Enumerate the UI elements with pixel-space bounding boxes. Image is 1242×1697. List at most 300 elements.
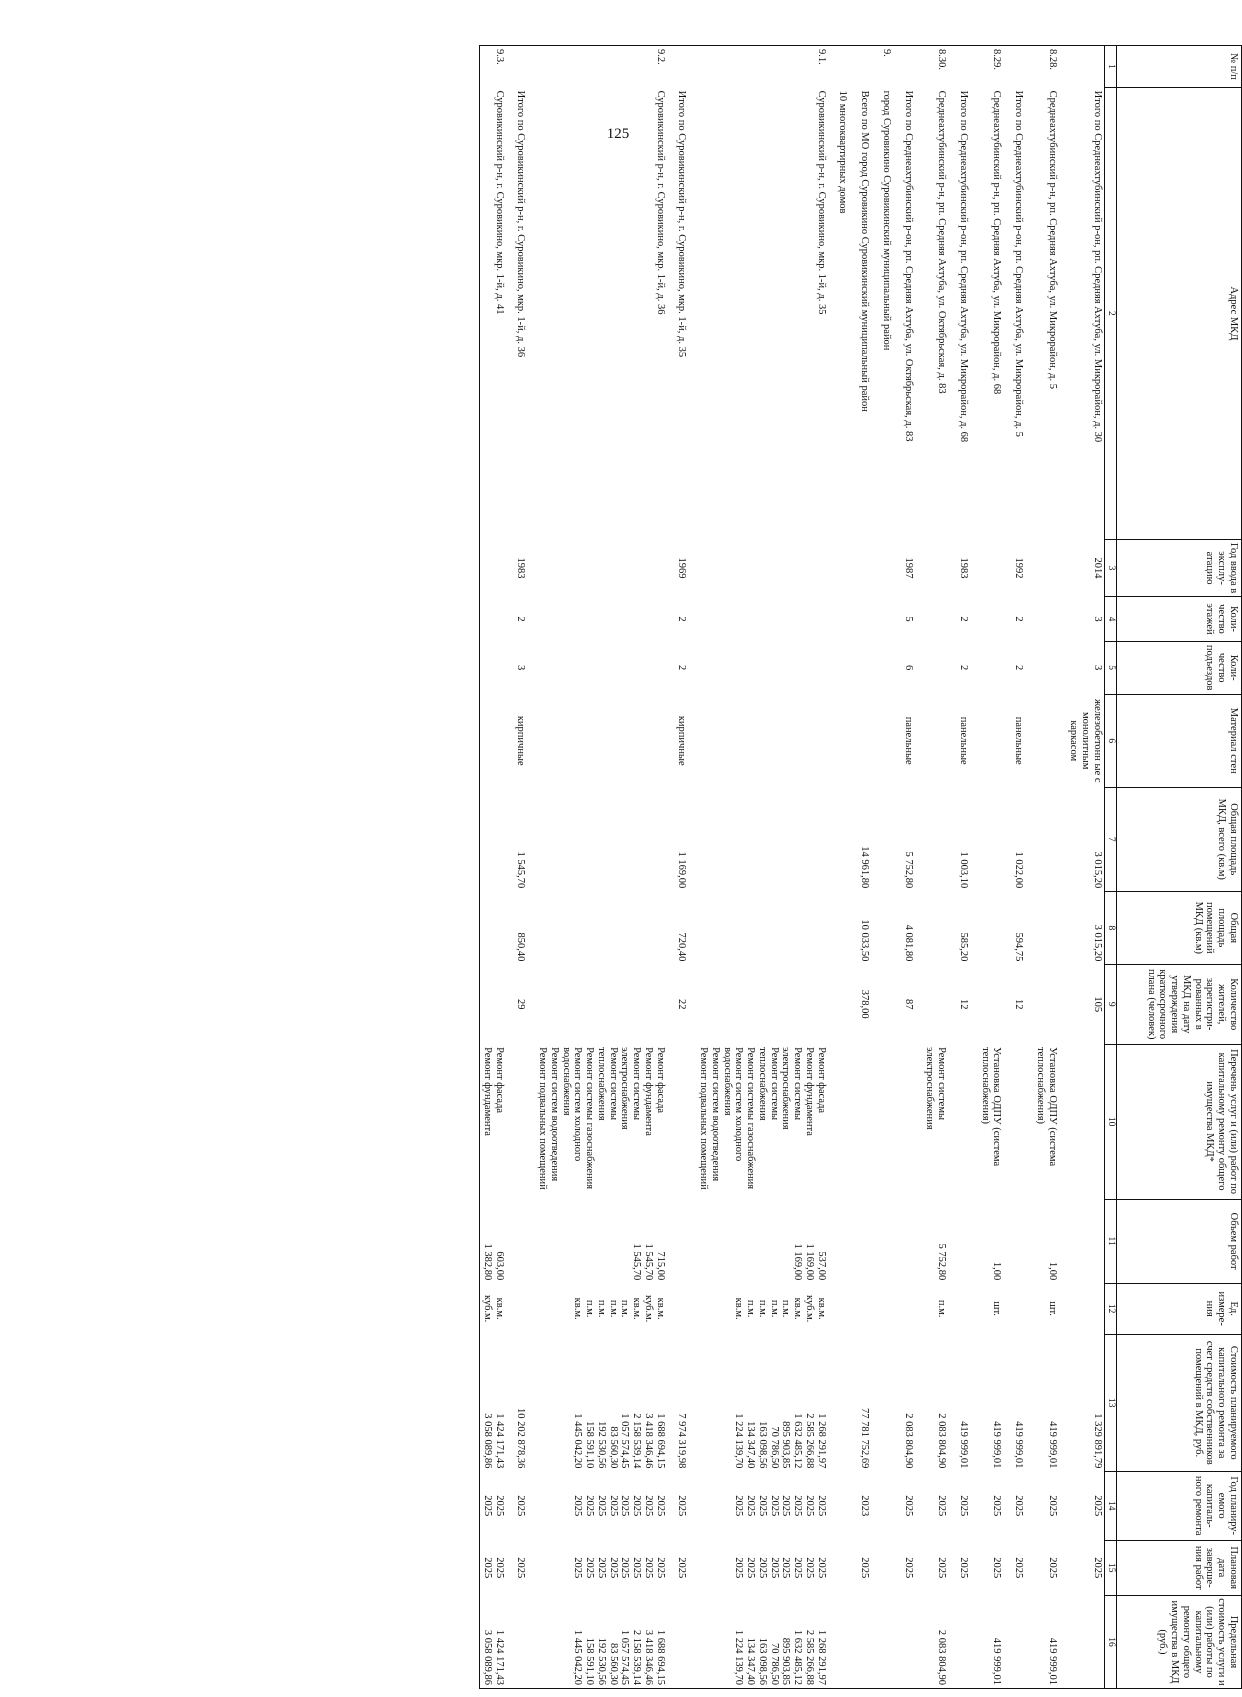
spacer-cell xyxy=(667,787,675,891)
premises-area-cell: 3 015,20 xyxy=(1092,924,1103,962)
cost-cell: 1 329 891,79 xyxy=(1092,1413,1103,1469)
spacer-cell xyxy=(1025,1334,1033,1471)
spacer-cell xyxy=(970,641,978,694)
spacer-cell xyxy=(1025,641,1033,694)
spacer-cell xyxy=(528,46,536,88)
spacer-cell xyxy=(1004,964,1012,1044)
volume-cell xyxy=(514,1199,528,1283)
spacer-cell xyxy=(667,891,675,964)
wall-material-cell xyxy=(978,694,1004,787)
spacer-cell xyxy=(893,88,901,540)
row-spacer xyxy=(506,46,514,1689)
repair-year-cell: 2023 xyxy=(859,1495,871,1517)
residents-cell: 29 xyxy=(515,998,527,1010)
cost-cell: 2 083 804,90 xyxy=(936,1413,948,1469)
spacer-cell xyxy=(528,891,536,964)
total-area-cell xyxy=(697,787,828,891)
completion-date-cell: 2025 2025 2025 2025 2025 2025 2025 2025 xyxy=(733,1557,827,1579)
header-col-12: Ед. измере-ния xyxy=(1117,1283,1242,1334)
spacer-cell xyxy=(970,46,978,88)
address-cell: Итого по Среднеахтубинский р-он, рп. Средняя Ахтуба, ул. Микрорайон, д. 5 xyxy=(1013,90,1025,437)
spacer-cell xyxy=(528,787,536,891)
spacer-cell xyxy=(970,787,978,891)
year-built-cell: 2014 xyxy=(1092,557,1103,579)
row-number xyxy=(514,46,528,88)
limit-cost-cell: 419 999,01 xyxy=(1033,1595,1059,1688)
spacer-cell xyxy=(689,46,697,88)
premises-area-cell: 720,40 xyxy=(676,932,688,962)
spacer-cell xyxy=(893,1595,901,1688)
spacer-cell xyxy=(970,539,978,597)
wall-material-cell: панельные xyxy=(958,716,969,765)
wall-material-cell xyxy=(697,694,828,787)
spacer-cell xyxy=(850,539,858,597)
spacer-cell xyxy=(871,1199,879,1283)
volume-cell xyxy=(1012,1199,1026,1283)
spacer-cell xyxy=(528,597,536,641)
spacer-cell xyxy=(915,1283,923,1334)
premises-area-cell xyxy=(836,891,850,964)
floors-cell xyxy=(836,597,850,641)
cost-cell: 419 999,01 xyxy=(1046,1421,1058,1469)
limit-cost-cell xyxy=(1012,1595,1026,1688)
cost-cell: 1 268 291,97 2 585 266,88 1 632 485,12 895 903,85 70 786,50 163 098,56 134 347,40 1 224 139,70 xyxy=(733,1413,827,1469)
spacer-cell xyxy=(970,964,978,1044)
address-cell: Итого по Среднеахтубинский р-он, рп. Средняя Ахтуба, ул. Микрорайон, д. 68 xyxy=(958,90,969,443)
wall-material-cell: панельные xyxy=(1013,716,1025,765)
works-list-cell xyxy=(879,1044,893,1199)
spacer-cell xyxy=(871,1540,879,1595)
row-number xyxy=(858,46,872,88)
completion-date-cell: 2025 xyxy=(1046,1557,1058,1579)
spacer-cell xyxy=(1059,88,1067,540)
year-built-cell xyxy=(978,539,1004,597)
completion-date-cell: 2025 xyxy=(1092,1557,1103,1579)
spacer-cell xyxy=(528,539,536,597)
spacer-cell xyxy=(1025,597,1033,641)
spacer-cell xyxy=(970,1334,978,1471)
spacer-cell xyxy=(506,1334,514,1471)
wall-material-cell xyxy=(1033,694,1059,787)
spacer-cell xyxy=(828,1044,836,1199)
premises-area-cell xyxy=(480,891,506,964)
spacer-cell xyxy=(871,539,879,597)
spacer-cell xyxy=(871,787,879,891)
limit-cost-cell xyxy=(879,1595,893,1688)
spacer-cell xyxy=(915,539,923,597)
spacer-cell xyxy=(871,641,879,694)
completion-date-cell: 2025 xyxy=(902,1557,914,1579)
row-number: 9.2. xyxy=(536,46,667,88)
spacer-cell xyxy=(689,1283,697,1334)
unit-cell: шт. xyxy=(991,1301,1003,1316)
spacer-cell xyxy=(528,694,536,787)
entrances-cell xyxy=(836,641,850,694)
unit-cell xyxy=(1067,1283,1105,1334)
residents-cell: 12 xyxy=(1013,998,1025,1010)
premises-area-cell: 4 081,80 xyxy=(902,924,914,962)
spacer-cell xyxy=(948,787,956,891)
spacer-cell xyxy=(850,1283,858,1334)
wall-material-cell xyxy=(879,694,893,787)
row-spacer xyxy=(850,46,858,1689)
table-row xyxy=(675,46,689,1689)
unit-cell xyxy=(956,1283,970,1334)
spacer-cell xyxy=(828,597,836,641)
spacer-cell xyxy=(1025,1471,1033,1540)
works-list-cell xyxy=(514,1044,528,1199)
works-list-cell: Ремонт фасада Ремонт фундамента Ремонт системы электроснабжения Ремонт системы теплоснабжения Ремонт системы газоснабжения Ремонт систем холодного водоснабжения Ремонт систем водоотведения Ремонт подвальных помещений xyxy=(537,1047,666,1190)
unit-cell xyxy=(836,1283,850,1334)
repair-year-cell: 2025 xyxy=(1013,1495,1025,1517)
spacer-cell xyxy=(689,1595,697,1688)
table-row xyxy=(1012,46,1026,1689)
repair-year-cell: 2025 2025 2025 2025 2025 2025 2025 2025 xyxy=(733,1495,827,1517)
spacer-cell xyxy=(667,1199,675,1283)
volume-cell: 603,00 1 382,80 xyxy=(480,1199,506,1283)
spacer-cell xyxy=(915,1199,923,1283)
year-built-cell: 1987 xyxy=(902,557,914,579)
spacer-cell xyxy=(1059,1283,1067,1334)
premises-area-cell xyxy=(978,891,1004,964)
cost-cell: 7 974 319,98 xyxy=(676,1413,688,1469)
volume-cell: 1,00 xyxy=(1046,1261,1058,1281)
total-area-cell xyxy=(923,787,949,891)
residents-cell xyxy=(480,964,506,1044)
floors-cell: 2 xyxy=(958,616,969,622)
floors-cell xyxy=(879,597,893,641)
completion-date-cell xyxy=(879,1540,893,1595)
spacer-cell xyxy=(1025,88,1033,540)
spacer-cell xyxy=(506,1595,514,1688)
header-col-9: Количество жителей, зарегистри-рованных в МКД на дату утверждения краткосрочного плана (человек) xyxy=(1117,964,1242,1044)
premises-area-cell: 850,40 xyxy=(515,932,527,962)
header-col-11: Объем работ xyxy=(1117,1199,1242,1283)
premises-area-cell xyxy=(697,891,828,964)
spacer-cell xyxy=(506,1199,514,1283)
year-built-cell: 1969 xyxy=(676,557,688,579)
spacer-cell xyxy=(915,1471,923,1540)
spacer-cell xyxy=(506,891,514,964)
table-row xyxy=(901,46,915,1689)
table-row xyxy=(923,46,949,1689)
spacer-cell xyxy=(1004,891,1012,964)
spacer-cell xyxy=(528,964,536,1044)
residents-cell: 12 xyxy=(958,998,969,1010)
spacer-cell xyxy=(689,891,697,964)
volume-cell: 715,00 1 545,70 1 545,70 xyxy=(631,1243,666,1281)
address-cell: Итого по Среднеахтубинский р-он, рп. Средняя Ахтуба, ул. Октябрьская, д. 83 xyxy=(902,90,914,442)
unit-cell xyxy=(1012,1283,1026,1334)
table-row xyxy=(480,46,506,1689)
spacer-cell xyxy=(1025,891,1033,964)
works-list-cell xyxy=(836,1044,850,1199)
spacer-cell xyxy=(1004,694,1012,787)
row-number: 8.30. xyxy=(923,46,949,88)
total-area-cell xyxy=(536,787,667,891)
wall-material-cell xyxy=(923,694,949,787)
repair-year-cell: 2025 xyxy=(902,1495,914,1517)
col-number-13: 13 xyxy=(1105,1334,1117,1471)
residents-cell: 378,00 xyxy=(859,989,871,1019)
floors-cell xyxy=(858,597,872,641)
entrances-cell xyxy=(858,641,872,694)
cost-cell: 419 999,01 xyxy=(991,1421,1003,1469)
cost-cell: 10 202 878,36 xyxy=(515,1408,527,1469)
spacer-cell xyxy=(528,1044,536,1199)
premises-area-cell: 585,20 xyxy=(958,932,969,962)
floors-cell xyxy=(697,597,828,641)
total-area-cell xyxy=(879,787,893,891)
col-number-2: 2 xyxy=(1105,88,1117,540)
spacer-cell xyxy=(850,787,858,891)
table-header-row xyxy=(1117,46,1242,1689)
spacer-cell xyxy=(1025,787,1033,891)
spacer-cell xyxy=(667,641,675,694)
unit-cell xyxy=(901,1283,915,1334)
row-number: 9. xyxy=(879,46,893,88)
completion-date-cell: 2025 xyxy=(991,1557,1003,1579)
spacer-cell xyxy=(1025,694,1033,787)
floors-cell xyxy=(978,597,1004,641)
spacer-cell xyxy=(850,46,858,88)
col-number-4: 4 xyxy=(1105,597,1117,641)
total-area-cell xyxy=(1033,787,1059,891)
year-built-cell xyxy=(480,539,506,597)
unit-cell: кв.м. куб.м. xyxy=(480,1283,506,1334)
spacer-cell xyxy=(506,787,514,891)
spacer-cell xyxy=(893,1471,901,1540)
completion-date-cell: 2025 xyxy=(936,1557,948,1579)
year-built-cell xyxy=(536,539,667,597)
limit-cost-cell xyxy=(858,1595,872,1688)
spacer-cell xyxy=(667,964,675,1044)
spacer-cell xyxy=(528,1471,536,1540)
residents-cell: 87 xyxy=(902,998,914,1010)
floors-cell xyxy=(480,597,506,641)
col-number-3: 3 xyxy=(1105,539,1117,597)
works-list-cell: Ремонт фасада Ремонт фундамента xyxy=(480,1044,506,1199)
table-row xyxy=(697,46,828,1689)
spacer-cell xyxy=(850,88,858,540)
spacer-cell xyxy=(893,1540,901,1595)
entrances-cell: 2 xyxy=(676,665,688,671)
row-number xyxy=(1012,46,1026,88)
spacer-cell xyxy=(506,694,514,787)
spacer-cell xyxy=(828,88,836,540)
spacer-cell xyxy=(893,1199,901,1283)
year-built-cell xyxy=(879,539,893,597)
spacer-cell xyxy=(1004,1595,1012,1688)
table-row xyxy=(536,46,667,1689)
row-number xyxy=(675,46,689,88)
unit-cell: кв.м. куб.м. кв.м. п.м. п.м. п.м. п.м. кв.м. xyxy=(572,1295,666,1323)
spacer-cell xyxy=(689,1334,697,1471)
spacer-cell xyxy=(948,46,956,88)
unit-cell: кв.м. куб.м. кв.м. п.м. п.м. п.м. п.м. кв.м. xyxy=(733,1295,827,1323)
spacer-cell xyxy=(948,1334,956,1471)
address-cell: город Суровикино Суровикинский муниципальный район xyxy=(881,90,892,351)
cost-cell: 1 688 694,15 3 418 346,46 2 158 539,14 1 057 574,45 83 560,30 192 530,56 158 591,10 1 445 042,20 xyxy=(572,1413,666,1469)
row-spacer xyxy=(871,46,879,1689)
works-list-cell: Ремонт системы электроснабжения xyxy=(924,1047,948,1130)
spacer-cell xyxy=(667,1471,675,1540)
floors-cell: 3 xyxy=(1092,616,1103,622)
wall-material-cell xyxy=(536,694,667,787)
total-area-cell: 1 169,00 xyxy=(676,851,688,889)
address-cell: Суровикинский р-н, г. Суровикино, мкр. 1-й, д. 41 xyxy=(480,88,506,540)
spacer-cell xyxy=(893,539,901,597)
works-list-cell xyxy=(1012,1044,1026,1199)
row-number: 8.29. xyxy=(978,46,1004,88)
unit-cell xyxy=(879,1283,893,1334)
limit-cost-cell xyxy=(956,1595,970,1688)
cost-cell: 2 083 804,90 xyxy=(902,1413,914,1469)
repair-year-cell: 2025 xyxy=(1092,1495,1103,1517)
spacer-cell xyxy=(506,88,514,540)
wall-material-cell: железобетонн ые с монолитным каркасом xyxy=(1068,698,1103,783)
spacer-cell xyxy=(1059,1199,1067,1283)
spacer-cell xyxy=(689,641,697,694)
address-cell: Итого по Среднеахтубинский р-он, рп. Средняя Ахтуба, ул. Микрорайон, д. 30 xyxy=(1092,90,1103,443)
wall-material-cell: панельные xyxy=(902,716,914,765)
entrances-cell xyxy=(978,641,1004,694)
spacer-cell xyxy=(689,1540,697,1595)
address-cell: Среднеахтубинский р-н, рп. Средняя Ахтуба, ул. Микрорайон, д. 68 xyxy=(991,90,1003,395)
rotated-table-container xyxy=(50,45,1242,1689)
works-list-cell: Установка ОДПУ (система теплоснабжения) xyxy=(1035,1047,1058,1167)
address-cell: Суровикинский р-н, г. Суровикино, мкр. 1-й, д. 35 xyxy=(815,90,827,315)
repair-year-cell xyxy=(836,1471,850,1540)
year-built-cell xyxy=(836,539,850,597)
spacer-cell xyxy=(1025,1540,1033,1595)
spacer-cell xyxy=(1004,1283,1012,1334)
year-built-cell xyxy=(1033,539,1059,597)
repair-year-cell: 2025 xyxy=(676,1495,688,1517)
cost-cell: 1 424 171,43 3 058 089,86 xyxy=(480,1334,506,1471)
spacer-cell xyxy=(689,88,697,540)
col-number-16: 16 xyxy=(1105,1595,1117,1688)
spacer-cell xyxy=(915,964,923,1044)
spacer-cell xyxy=(1025,1595,1033,1688)
row-number: 8.28. xyxy=(1033,46,1059,88)
unit-cell: шт. xyxy=(1046,1301,1058,1316)
spacer-cell xyxy=(828,1199,836,1283)
spacer-cell xyxy=(667,88,675,540)
spacer-cell xyxy=(871,46,879,88)
spacer-cell xyxy=(970,1595,978,1688)
residents-cell: 22 xyxy=(676,998,688,1010)
entrances-cell: 2 xyxy=(958,665,969,671)
spacer-cell xyxy=(871,1334,879,1471)
entrances-cell: 6 xyxy=(902,665,914,671)
col-number-5: 5 xyxy=(1105,641,1117,694)
row-spacer xyxy=(667,46,675,1689)
spacer-cell xyxy=(948,1471,956,1540)
col-number-10: 10 xyxy=(1105,1044,1117,1199)
total-area-cell: 3 015,20 xyxy=(1092,851,1103,889)
spacer-cell xyxy=(915,787,923,891)
spacer-cell xyxy=(948,964,956,1044)
volume-cell xyxy=(956,1199,970,1283)
spacer-cell xyxy=(1059,891,1067,964)
row-spacer xyxy=(970,46,978,1689)
row-number xyxy=(1067,46,1105,88)
limit-cost-cell xyxy=(514,1595,528,1688)
spacer-cell xyxy=(893,46,901,88)
spacer-cell xyxy=(915,891,923,964)
spacer-cell xyxy=(1059,1334,1067,1471)
spacer-cell xyxy=(850,1199,858,1283)
spacer-cell xyxy=(528,641,536,694)
spacer-cell xyxy=(667,1283,675,1334)
spacer-cell xyxy=(1059,1595,1067,1688)
spacer-cell xyxy=(871,891,879,964)
year-built-cell xyxy=(923,539,949,597)
spacer-cell xyxy=(893,787,901,891)
spacer-cell xyxy=(850,1044,858,1199)
row-spacer xyxy=(893,46,901,1689)
spacer-cell xyxy=(1059,1044,1067,1199)
residents-cell: 105 xyxy=(1092,996,1103,1013)
spacer-cell xyxy=(871,1595,879,1688)
row-number xyxy=(901,46,915,88)
spacer-cell xyxy=(506,539,514,597)
spacer-cell xyxy=(528,1199,536,1283)
spacer-cell xyxy=(871,1044,879,1199)
premises-area-cell xyxy=(536,891,667,964)
premises-area-cell: 594,75 xyxy=(1013,932,1025,962)
wall-material-cell xyxy=(858,694,872,787)
header-col-1: № п/п xyxy=(1117,46,1242,88)
cost-cell: 419 999,01 xyxy=(958,1421,969,1469)
spacer-cell xyxy=(689,597,697,641)
col-number-12: 12 xyxy=(1105,1283,1117,1334)
spacer-cell xyxy=(850,891,858,964)
spacer-cell xyxy=(528,1334,536,1471)
year-built-cell xyxy=(697,539,828,597)
header-col-6: Материал стен xyxy=(1117,694,1242,787)
spacer-cell xyxy=(689,787,697,891)
header-col-14: Год планиру-емого капиталь-ного ремонта xyxy=(1117,1471,1242,1540)
spacer-cell xyxy=(506,1471,514,1540)
residents-cell xyxy=(836,964,850,1044)
repair-year-cell xyxy=(879,1471,893,1540)
repair-year-cell: 2025 xyxy=(1046,1495,1058,1517)
spacer-cell xyxy=(970,694,978,787)
spacer-cell xyxy=(689,539,697,597)
table-row xyxy=(956,46,970,1689)
volume-cell xyxy=(1067,1199,1105,1283)
cost-cell xyxy=(836,1334,850,1471)
spacer-cell xyxy=(871,694,879,787)
limit-cost-cell: 1 688 694,15 3 418 346,46 2 158 539,14 1 057 574,45 83 560,30 192 530,56 158 591,10 1 445 042,20 xyxy=(536,1595,667,1688)
spacer-cell xyxy=(915,1595,923,1688)
total-area-cell xyxy=(480,787,506,891)
spacer-cell xyxy=(915,1044,923,1199)
row-spacer xyxy=(948,46,956,1689)
spacer-cell xyxy=(970,891,978,964)
spacer-cell xyxy=(828,539,836,597)
table-row xyxy=(1033,46,1059,1689)
spacer-cell xyxy=(1059,694,1067,787)
unit-cell xyxy=(858,1283,872,1334)
spacer-cell xyxy=(948,1283,956,1334)
works-list-cell xyxy=(956,1044,970,1199)
spacer-cell xyxy=(667,1044,675,1199)
total-area-cell xyxy=(978,787,1004,891)
spacer-cell xyxy=(689,694,697,787)
